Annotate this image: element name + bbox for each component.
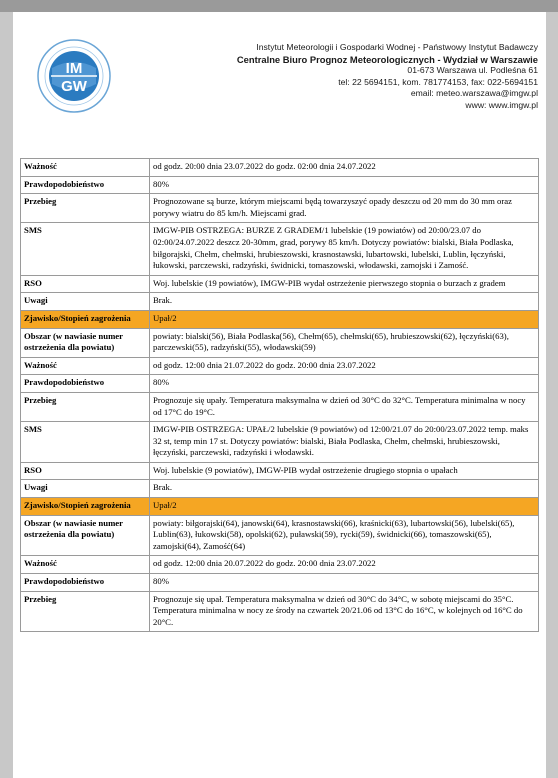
row-value: od godz. 12:00 dnia 20.07.2022 do godz. 20:00 dnia 23.07.2022 [150, 556, 539, 574]
table-row [21, 591, 539, 632]
row-value: Woj. lubelskie (19 powiatów), IMGW-PIB wydał ostrzeżenie pierwszego stopnia o burzach z gradem [150, 275, 539, 293]
office-address: 01-673 Warszawa ul. Podleśna 61 [407, 65, 538, 76]
row-value: Brak. [150, 293, 539, 311]
row-label: Zjawisko/Stopień zagrożenia [21, 310, 150, 328]
document-page [13, 12, 546, 778]
row-label: Zjawisko/Stopień zagrożenia [21, 498, 150, 516]
table-row-hazard [21, 310, 539, 328]
row-value: 80% [150, 574, 539, 592]
row-label: Obszar (w nawiasie numer ostrzeżenia dla powiatu) [21, 515, 150, 556]
table-row [21, 480, 539, 498]
table-row [21, 357, 539, 375]
row-label: Obszar (w nawiasie numer ostrzeżenia dla powiatu) [21, 328, 150, 357]
row-value: Upał/2 [150, 310, 539, 328]
institute-name: Instytut Meteorologii i Gospodarki Wodnej - Państwowy Instytut Badawczy [256, 42, 538, 52]
row-label: Uwagi [21, 293, 150, 311]
row-value: 80% [150, 176, 539, 194]
office-email[interactable]: email: meteo.warszawa@imgw.pl [410, 88, 538, 99]
row-value: od godz. 20:00 dnia 23.07.2022 do godz. 02:00 dnia 24.07.2022 [150, 159, 539, 177]
row-value: Prognozuje się upały. Temperatura maksymalna w dzień od 30°C do 32°C. Temperatura minimalna w nocy od 17°C do 19°C. [150, 392, 539, 421]
row-label: RSO [21, 275, 150, 293]
row-label: SMS [21, 422, 150, 463]
table-row [21, 159, 539, 177]
table-row [21, 462, 539, 480]
row-value: 80% [150, 375, 539, 393]
row-value: Prognozowane są burze, którym miejscami będą towarzyszyć opady deszczu od 20 mm do 30 mm oraz porywy wiatru do 85 km/h. Miejscami grad. [150, 194, 539, 223]
row-label: Prawdopodobieństwo [21, 176, 150, 194]
office-name: Centralne Biuro Prognoz Meteorologicznych - Wydział w Warszawie [236, 53, 538, 65]
row-label: Ważność [21, 556, 150, 574]
row-label: Przebieg [21, 392, 150, 421]
table-row [21, 574, 539, 592]
office-phones: tel: 22 5694151, kom. 781774153, fax: 022-5694151 [338, 76, 538, 87]
table-row [21, 556, 539, 574]
table-row [21, 515, 539, 556]
row-label: Uwagi [21, 480, 150, 498]
svg-text:GW: GW [61, 78, 87, 95]
row-value: Prognozuje się upał. Temperatura maksymalna w dzień od 30°C do 34°C, w sobotę miejscami do 35°C. Temperatura minimalna w nocy ze środy na czwartek 20/21.06 od 13°C do 16°C, w kolejnych od 16°C do 20°C. [150, 591, 539, 632]
table-row [21, 328, 539, 357]
row-label: RSO [21, 462, 150, 480]
viewer-top-bar [0, 0, 558, 12]
table-row [21, 293, 539, 311]
table-row [21, 194, 539, 223]
table-row [21, 275, 539, 293]
row-label: Prawdopodobieństwo [21, 574, 150, 592]
table-row-hazard [21, 498, 539, 516]
row-label: Ważność [21, 357, 150, 375]
row-label: SMS [21, 223, 150, 275]
row-value: IMGW-PIB OSTRZEGA: UPAŁ/2 lubelskie (9 powiatów) od 12:00/21.07 do 20:00/23.07.2022 temp. maks 32 st, temp min 17 st. Dotyczy powiatów: bialski, Biała Podlaska, Chełm, chełmski, hrubieszowski, łęczyński, parczewski, radzyński i włodawski. [150, 422, 539, 463]
row-value: powiaty: bialski(56), Biała Podlaska(56), Chełm(65), chełmski(65), hrubieszowski(62), łęczyński(63), parczewski(55), radzyński(55), włodawski(59) [150, 328, 539, 357]
svg-text:IM: IM [65, 60, 83, 77]
table-row [21, 392, 539, 421]
institute-header [178, 42, 538, 112]
row-value: Woj. lubelskie (9 powiatów), IMGW-PIB wydał ostrzeżenie drugiego stopnia o upałach [150, 462, 539, 480]
warning-table [20, 158, 539, 632]
row-label: Prawdopodobieństwo [21, 375, 150, 393]
imgw-logo-icon [36, 38, 112, 114]
row-value: powiaty: biłgorajski(64), janowski(64), krasnostawski(66), kraśnicki(63), lubartowski(56), lubelski(65), Lublin(63), łukowski(58), opolski(62), puławski(59), rycki(59), świdnicki(66), tomaszowski(65), zamojski(64), Zamość(64) [150, 515, 539, 556]
row-value: Brak. [150, 480, 539, 498]
table-row [21, 176, 539, 194]
office-website[interactable]: www: www.imgw.pl [465, 99, 538, 110]
row-label: Ważność [21, 159, 150, 177]
row-value: IMGW-PIB OSTRZEGA: BURZE Z GRADEM/1 lubelskie (19 powiatów) od 20:00/23.07 do 02:00/24.07.2022 deszcz 20-30mm, grad, porywy 85 km/h. Dotyczy powiatów: bialski, Biała Podlaska, biłgorajski, Chełm, chełmski, hrubieszowski, krasnostawski, lubartowski, lubelski, Lublin, łęczyński, łukowski, parczewski, radzyński, świdnicki, tomaszowski, włodawski, zamojski i Zamość. [150, 223, 539, 275]
row-label: Przebieg [21, 591, 150, 632]
table-row [21, 422, 539, 463]
row-label: Przebieg [21, 194, 150, 223]
row-value: od godz. 12:00 dnia 21.07.2022 do godz. 20:00 dnia 23.07.2022 [150, 357, 539, 375]
table-row [21, 223, 539, 275]
row-value: Upał/2 [150, 498, 539, 516]
table-row [21, 375, 539, 393]
